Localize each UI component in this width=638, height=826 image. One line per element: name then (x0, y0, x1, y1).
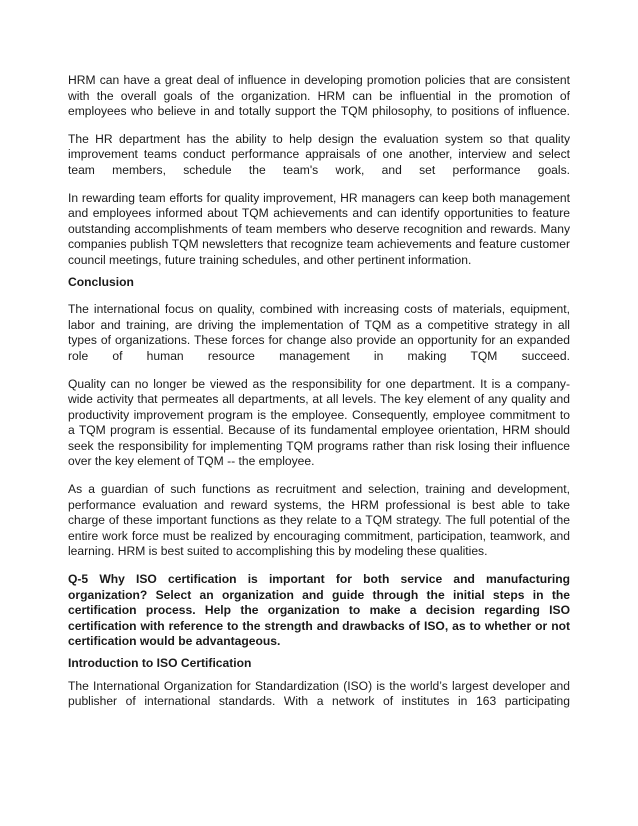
conclusion-heading: Conclusion (68, 274, 134, 289)
paragraph-iso-intro: The International Organization for Standardization (ISO) is the world’s largest developer and publisher of international standards. With a network of institutes in 163 participating (68, 678, 570, 709)
paragraph-hrm-promotion: HRM can have a great deal of influence in developing promotion policies that are consistent with the overall goals of the organization. HRM can be influential in the promotion of employees who believe in and totally support the TQM philosophy, to positions of influence. (68, 73, 570, 119)
paragraph-evaluation-system: The HR department has the ability to help design the evaluation system so that quality improvement teams conduct performance appraisals of one another, interview and select team members, schedule the team's work, and set performance goals. (68, 131, 570, 177)
iso-intro-heading: Introduction to ISO Certification (68, 656, 252, 670)
paragraph-hrm-guardian: As a guardian of such functions as recruitment and selection, training and development, performance evaluation and reward systems, the HRM professional is best able to take charge of these important functions as they relate to a TQM strategy. The full potential of the entire work force must be realized by encouraging commitment, participation, teamwork, and learning. HRM is best suited to accomplishing this by modeling these qualities. (68, 482, 570, 559)
paragraph-rewarding-teams: In rewarding team efforts for quality improvement, HR managers can keep both management and employees informed about TQM achievements and can identify opportunities to feature outstanding accomplishments of team members who deserve recognition and rewards. Many companies publish TQM newsletters that recognize team achievements and feature customer council meetings, future training schedules, and other pertinent information. (68, 190, 570, 267)
paragraph-international-focus: The international focus on quality, combined with increasing costs of materials, equipment, labor and training, are driving the implementation of TQM as a competitive strategy in all types of organizations. These forces for change also provide an opportunity for an expanded role of human resource management in making TQM succeed. (68, 302, 570, 363)
question-q5: Q-5 Why ISO certification is important for both service and manufacturing organization? Select an organization and guide through the initial steps in the certification process. Help the organization to make a decision regarding ISO certification with reference to the strength and drawbacks of ISO, as to whether or not certification would be advantageous. (68, 572, 570, 649)
paragraph-quality-responsibility: Quality can no longer be viewed as the responsibility for one department. It is a company-wide activity that permeates all departments, at all levels. The key element of any quality and productivity improvement program is the employee. Consequently, employee commitment to a TQM program is essential. Because of its fundamental employee orientation, HRM should seek the responsibility for implementing TQM programs rather than risk losing their influence over the key element of TQM -- the employee. (68, 376, 570, 469)
